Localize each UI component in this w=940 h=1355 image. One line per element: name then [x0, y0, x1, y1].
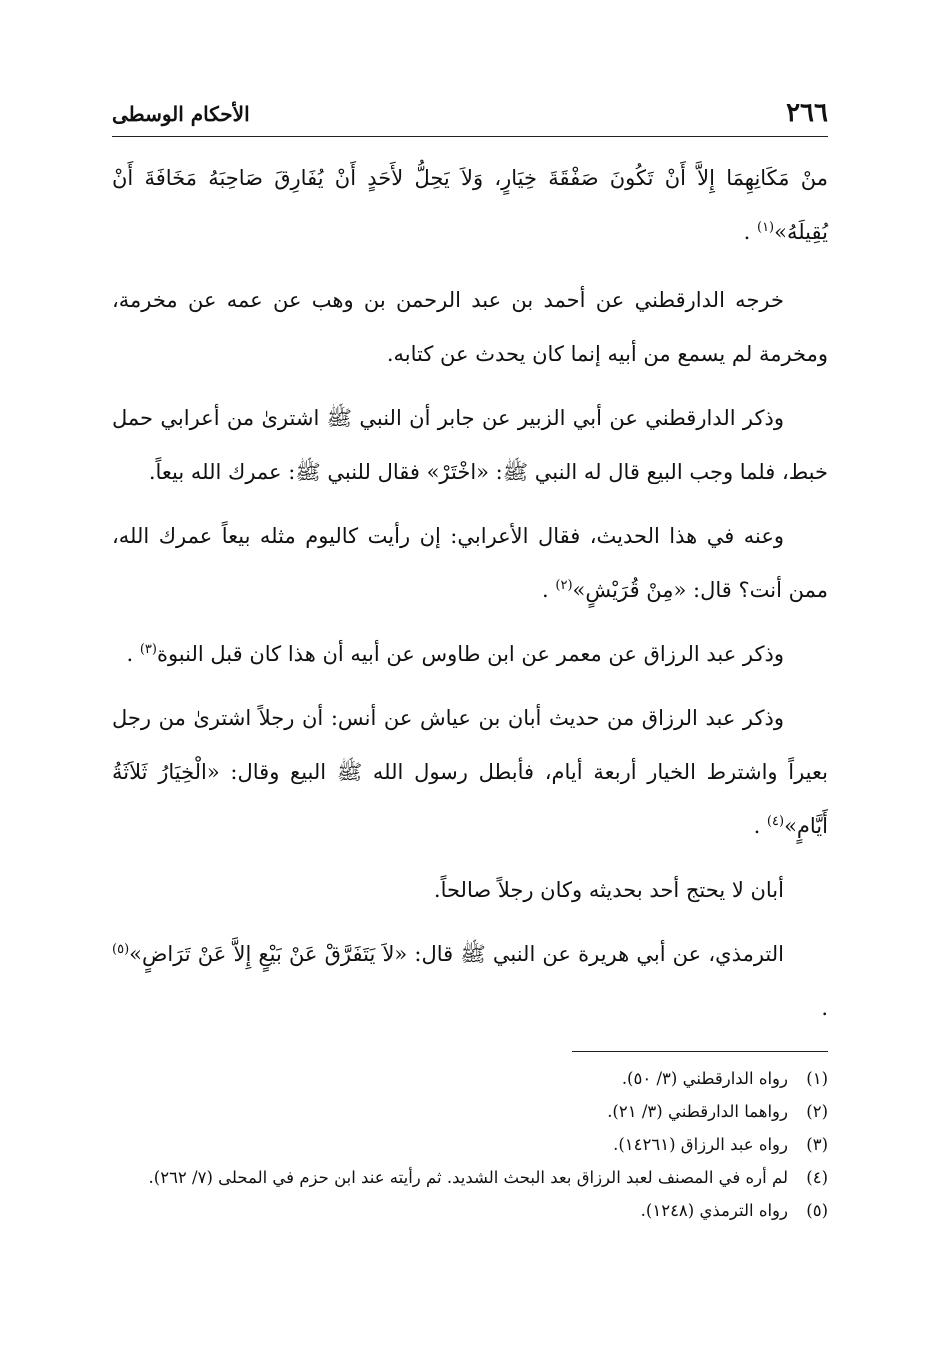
paragraph-jabir	[112, 391, 828, 499]
footnote-number: (٣)	[806, 1135, 828, 1154]
footnote-number: (٢)	[806, 1102, 828, 1121]
footnote-marker: (١)	[756, 220, 775, 235]
book-title: الأحكام الوسطى	[112, 102, 250, 126]
footnote-text: رواه عبد الرزاق (١٤٢٦١).	[613, 1135, 788, 1154]
footnote-marker: (٥)	[112, 942, 130, 957]
footnote-marker: (٣)	[139, 642, 157, 657]
paragraph-aban: وذكر عبد الرزاق من حديث أبان بن عياش عن أنس: أن رجلاً اشترىٰ من رجل بعيراً واشترط الخيار أربعة أيام، فأبطل رسول الله ﷺ البيع وقال: «الْخِيَارُ ثَلاَثَةُ أَيَّامٍ»$^{(٤)}$ .	[112, 706, 828, 838]
footnote-number: (٥)	[806, 1201, 828, 1220]
paragraph-tawus: وذكر عبد الرزاق عن معمر عن ابن طاوس عن أبيه أن هذا كان قبل النبوة$^{(٣)}$ .	[126, 642, 784, 666]
footnote-divider	[572, 1051, 828, 1052]
footnote-number: (١)	[806, 1069, 828, 1088]
footnote-item	[112, 1062, 828, 1095]
paragraph-takhrij	[112, 273, 828, 381]
footnote-text: رواه الترمذي (١٢٤٨).	[640, 1201, 788, 1220]
page-number: ٢٦٦	[786, 98, 828, 128]
footnote-marker: (٤)	[766, 814, 785, 829]
running-header	[112, 96, 828, 137]
footnote-text: رواهما الدارقطني (٣/ ٢١).	[607, 1102, 788, 1121]
footnote-text: لم أره في المصنف لعبد الرزاق بعد البحث الشديد. ثم رأيته عند ابن حزم في المحلى (٧/ ٢٦٢).	[148, 1168, 788, 1187]
footnote-item	[112, 1194, 828, 1227]
paragraph-text: وذكر الدارقطني عن أبي الزبير عن جابر أن النبي ﷺ اشترىٰ من أعرابي حمل خبط، فلما وجب البيع قال له النبي ﷺ: «اخْتَرْ» فقال للنبي ﷺ: عمرك الله بيعاً.	[112, 406, 828, 484]
paragraph-quraysh: وعنه في هذا الحديث، فقال الأعرابي: إن رأيت كاليوم مثله بيعاً عمرك الله، ممن أنت؟ قال: «مِنْ قُرَيْشٍ»$^{(٢)}$ .	[112, 524, 828, 602]
paragraph-text: وذكر عبد الرزاق من حديث أبان بن عياش عن أنس: أن رجلاً اشترىٰ من رجل بعيراً واشترط الخيار أربعة أيام، فأبطل رسول الله ﷺ البيع وقال: «الْخِيَارُ ثَلاَثَةُ أَيَّامٍ»	[112, 706, 828, 838]
paragraph-text: خرجه الدارقطني عن أحمد بن عبد الرحمن بن وهب عن عمه عن مخرمة، ومخرمة لم يسمع من أبيه إنما كان يحدث عن كتابه.	[112, 288, 828, 366]
paragraph-text: منْ مَكَانِهِمَا إِلاَّ أَنْ تَكُونَ صَفْقَةَ خِيَارٍ، وَلاَ يَحِلُّ لأَحَدٍ أَنْ يُفَارِقَ صَاحِبَهُ مَخَافَةَ أَنْ يُقِيلَهُ»	[112, 166, 828, 244]
footnote-marker: (٢)	[555, 578, 573, 593]
paragraph-text: وذكر عبد الرزاق عن معمر عن ابن طاوس عن أبيه أن هذا كان قبل النبوة	[156, 642, 784, 666]
footnote-text: رواه الدارقطني (٣/ ٥٠).	[621, 1069, 788, 1088]
paragraph-aban-note	[112, 863, 828, 917]
footnote-item	[112, 1128, 828, 1161]
footnote-item	[112, 1095, 828, 1128]
footnote-item	[112, 1161, 828, 1194]
paragraph-text: وعنه في هذا الحديث، فقال الأعرابي: إن رأيت كاليوم مثله بيعاً عمرك الله، ممن أنت؟ قال: «مِنْ قُرَيْشٍ»	[112, 524, 828, 602]
paragraph-text: أبان لا يحتج أحد بحديثه وكان رجلاً صالحاً.	[433, 878, 784, 902]
main-text	[112, 151, 828, 1035]
paragraph-hadith-continuation: منْ مَكَانِهِمَا إِلاَّ أَنْ تَكُونَ صَفْقَةَ خِيَارٍ، وَلاَ يَحِلُّ لأَحَدٍ أَنْ يُفَارِقَ صَاحِبَهُ مَخَافَةَ أَنْ يُقِيلَهُ»$^{(١)}$ .	[112, 166, 828, 244]
book-page	[112, 96, 828, 1276]
footnotes	[112, 1062, 828, 1227]
footnote-number: (٤)	[806, 1168, 828, 1187]
paragraph-tirmidhi: الترمذي، عن أبي هريرة عن النبي ﷺ قال: «لاَ يَتَفَرَّقْ عَنْ بَيْعٍ إِلاَّ عَنْ تَرَاضٍ»$^{(٥)}$ .	[112, 942, 828, 1020]
paragraph-text: الترمذي، عن أبي هريرة عن النبي ﷺ قال: «لاَ يَتَفَرَّقْ عَنْ بَيْعٍ إِلاَّ عَنْ تَرَاضٍ»	[129, 942, 784, 966]
